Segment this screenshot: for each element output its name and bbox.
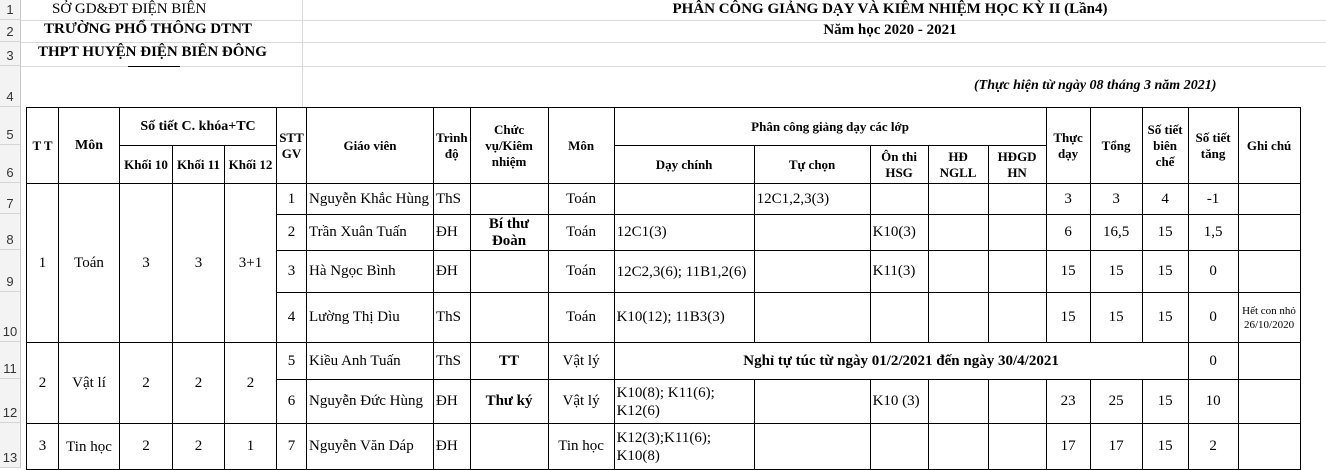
cell-ngll[interactable] bbox=[928, 424, 988, 470]
cell-stt[interactable]: 7 bbox=[277, 424, 307, 470]
school-name-line1: TRƯỜNG PHỔ THÔNG DTNT bbox=[44, 21, 252, 37]
document-title: PHÂN CÔNG GIẢNG DẠY VÀ KIÊM NHIỆM HỌC KỲ II (Lần4) bbox=[672, 1, 1108, 17]
col-mon: Môn bbox=[59, 108, 120, 184]
cell-dayc[interactable] bbox=[614, 184, 754, 215]
cell-tuchon[interactable] bbox=[754, 293, 870, 343]
cell-ghichu[interactable] bbox=[1238, 215, 1300, 251]
col-phancong: Phân công giảng dạy các lớp bbox=[614, 108, 1046, 146]
cell-onthi[interactable] bbox=[870, 424, 928, 470]
group-k11[interactable]: 2 bbox=[173, 424, 225, 470]
cell-tang[interactable]: 10 bbox=[1188, 380, 1238, 424]
group-tt[interactable]: 3 bbox=[27, 424, 59, 470]
cell-subject[interactable]: Tin học bbox=[548, 424, 614, 470]
row-header[interactable]: 2 bbox=[0, 20, 21, 42]
cell-ghichu[interactable] bbox=[1238, 343, 1300, 380]
school-year: Năm học 2020 - 2021 bbox=[823, 22, 957, 38]
cell-thucday[interactable]: 15 bbox=[1046, 293, 1090, 343]
cell-tong[interactable]: 16,5 bbox=[1090, 215, 1142, 251]
col-bienche: Số tiết biên chế bbox=[1142, 108, 1188, 184]
underline-divider bbox=[128, 66, 180, 67]
col-mon2: Môn bbox=[548, 108, 614, 184]
cell-role[interactable] bbox=[470, 424, 548, 470]
cell-tong[interactable]: 17 bbox=[1090, 424, 1142, 470]
department-name: SỞ GD&ĐT ĐIỆN BIÊN bbox=[52, 1, 207, 17]
cell-ngll[interactable] bbox=[928, 380, 988, 424]
cell-teacher[interactable]: Nguyễn Đức Hùng bbox=[307, 380, 434, 424]
cell-degree[interactable]: ThS bbox=[434, 343, 471, 380]
cell-onthi[interactable] bbox=[870, 293, 928, 343]
cell-tong[interactable]: 15 bbox=[1090, 293, 1142, 343]
cell-stt[interactable]: 6 bbox=[277, 380, 307, 424]
row-header[interactable]: 13 bbox=[0, 423, 21, 468]
row-header[interactable]: 7 bbox=[0, 183, 21, 214]
cell-bienche[interactable]: 15 bbox=[1142, 251, 1188, 293]
cell-ngll[interactable] bbox=[928, 184, 988, 215]
cell-degree[interactable]: ĐH bbox=[434, 424, 471, 470]
table-row[interactable] bbox=[27, 343, 1301, 380]
cell-hdgd[interactable] bbox=[988, 293, 1046, 343]
cell-teacher[interactable]: Lường Thị Dìu bbox=[307, 293, 434, 343]
cell-thucday[interactable]: 23 bbox=[1046, 380, 1090, 424]
cell-subject[interactable]: Vật lý bbox=[548, 380, 614, 424]
cell-thucday[interactable]: 17 bbox=[1046, 424, 1090, 470]
col-chucvu: Chức vụ/Kiêm nhiệm bbox=[470, 108, 548, 184]
cell-tuchon[interactable]: 12C1,2,3(3) bbox=[754, 184, 870, 215]
cell-ngll[interactable] bbox=[928, 251, 988, 293]
cell-thucday[interactable]: 6 bbox=[1046, 215, 1090, 251]
cell-bienche[interactable]: 15 bbox=[1142, 293, 1188, 343]
group-k11[interactable]: 3 bbox=[173, 184, 225, 343]
cell-onthi[interactable]: K11(3) bbox=[870, 251, 928, 293]
cell-stt[interactable]: 4 bbox=[277, 293, 307, 343]
cell-tuchon[interactable] bbox=[754, 380, 870, 424]
cell-tuchon[interactable] bbox=[754, 424, 870, 470]
cell-tang[interactable]: 2 bbox=[1188, 424, 1238, 470]
cell-tong[interactable]: 3 bbox=[1090, 184, 1142, 215]
cell-teacher[interactable]: Nguyễn Văn Dáp bbox=[307, 424, 434, 470]
cell-stt[interactable]: 5 bbox=[277, 343, 307, 380]
col-khoi12: Khối 12 bbox=[225, 146, 277, 184]
cell-tang[interactable]: 0 bbox=[1188, 251, 1238, 293]
cell-teacher[interactable]: Kiều Anh Tuấn bbox=[307, 343, 434, 380]
gridline bbox=[21, 42, 1326, 43]
col-trinhdo: Trình độ bbox=[434, 108, 471, 184]
row-header[interactable]: 11 bbox=[0, 342, 21, 379]
cell-teacher[interactable]: Nguyễn Khắc Hùng bbox=[307, 184, 434, 215]
col-tt: T T bbox=[27, 108, 59, 184]
row-header[interactable]: 6 bbox=[0, 145, 21, 183]
gridline bbox=[302, 0, 303, 107]
cell-stt[interactable]: 3 bbox=[277, 251, 307, 293]
cell-stt[interactable]: 1 bbox=[277, 184, 307, 215]
group-tt[interactable]: 2 bbox=[27, 343, 59, 424]
cell-teacher[interactable]: Hà Ngọc Bình bbox=[307, 251, 434, 293]
cell-thucday[interactable]: 3 bbox=[1046, 184, 1090, 215]
cell-hdgd[interactable] bbox=[988, 251, 1046, 293]
cell-onthi[interactable] bbox=[870, 184, 928, 215]
group-mon[interactable]: Tin học bbox=[59, 424, 120, 470]
cell-subject[interactable]: Vật lý bbox=[548, 343, 614, 380]
row-header[interactable]: 9 bbox=[0, 250, 21, 292]
cell-bienche[interactable]: 15 bbox=[1142, 424, 1188, 470]
cell-dayc[interactable]: K10(8); K11(6); K12(6) bbox=[614, 380, 754, 424]
assignment-table bbox=[26, 107, 1301, 470]
cell-tang[interactable]: 1,5 bbox=[1188, 215, 1238, 251]
group-mon[interactable]: Vật lí bbox=[59, 343, 120, 424]
cell-bienche[interactable]: 15 bbox=[1142, 380, 1188, 424]
cell-subject[interactable]: Toán bbox=[548, 184, 614, 215]
cell-subject[interactable]: Toán bbox=[548, 215, 614, 251]
col-dayc: Dạy chính bbox=[614, 146, 754, 184]
cell-tong[interactable]: 15 bbox=[1090, 251, 1142, 293]
group-k12[interactable]: 3+1 bbox=[225, 184, 277, 343]
col-khoi10: Khối 10 bbox=[120, 146, 173, 184]
cell-tuchon[interactable] bbox=[754, 251, 870, 293]
col-stt: STT GV bbox=[277, 108, 307, 184]
cell-dayc[interactable]: 12C2,3(6); 11B1,2(6) bbox=[614, 251, 754, 293]
row-header[interactable]: 1 bbox=[0, 0, 21, 20]
cell-ghichu[interactable] bbox=[1238, 380, 1300, 424]
group-mon[interactable]: Toán bbox=[59, 184, 120, 343]
cell-tang[interactable]: 0 bbox=[1188, 343, 1238, 380]
group-k12[interactable]: 1 bbox=[225, 424, 277, 470]
group-k10[interactable]: 2 bbox=[120, 424, 173, 470]
cell-dayc[interactable]: K12(3);K11(6); K10(8) bbox=[614, 424, 754, 470]
col-hdgd: HĐGD HN bbox=[988, 146, 1046, 184]
col-tang: Số tiết tăng bbox=[1188, 108, 1238, 184]
cell-ghichu[interactable] bbox=[1238, 251, 1300, 293]
cell-ghichu[interactable]: Hết con nhỏ 26/10/2020 bbox=[1238, 293, 1300, 343]
cell-dayc[interactable]: 12C1(3) bbox=[614, 215, 754, 251]
group-k10[interactable]: 3 bbox=[120, 184, 173, 343]
cell-role[interactable] bbox=[470, 293, 548, 343]
cell-tong[interactable]: 25 bbox=[1090, 380, 1142, 424]
cell-role[interactable] bbox=[470, 184, 548, 215]
gridline bbox=[21, 66, 1326, 67]
col-ngll: HĐ NGLL bbox=[928, 146, 988, 184]
col-tong: Tổng bbox=[1090, 108, 1142, 184]
cell-role[interactable]: Thư ký bbox=[470, 380, 548, 424]
col-giaovien: Giáo viên bbox=[307, 108, 434, 184]
row-header[interactable]: 3 bbox=[0, 42, 21, 66]
row-header[interactable]: 5 bbox=[0, 107, 21, 145]
cell-tang[interactable]: -1 bbox=[1188, 184, 1238, 215]
cell-thucday[interactable]: 15 bbox=[1046, 251, 1090, 293]
row-header[interactable]: 4 bbox=[0, 66, 21, 107]
school-name-line2: THPT HUYỆN ĐIỆN BIÊN ĐÔNG bbox=[38, 44, 267, 60]
cell-ghichu[interactable] bbox=[1238, 424, 1300, 470]
cell-stt[interactable]: 2 bbox=[277, 215, 307, 251]
cell-onthi[interactable]: K10(3) bbox=[870, 215, 928, 251]
cell-role[interactable]: TT bbox=[470, 343, 548, 380]
group-k10[interactable]: 2 bbox=[120, 343, 173, 424]
row-header[interactable]: 8 bbox=[0, 214, 21, 250]
cell-role[interactable] bbox=[470, 251, 548, 293]
col-thucday: Thực dạy bbox=[1046, 108, 1090, 184]
cell-subject[interactable]: Toán bbox=[548, 251, 614, 293]
cell-bienche[interactable]: 4 bbox=[1142, 184, 1188, 215]
table-row[interactable] bbox=[27, 184, 1301, 215]
col-tuchon: Tự chọn bbox=[754, 146, 870, 184]
cell-bienche[interactable]: 15 bbox=[1142, 215, 1188, 251]
group-k12[interactable]: 2 bbox=[225, 343, 277, 424]
group-tt[interactable]: 1 bbox=[27, 184, 59, 343]
row-header[interactable]: 10 bbox=[0, 292, 21, 342]
cell-hdgd[interactable] bbox=[988, 215, 1046, 251]
cell-hdgd[interactable] bbox=[988, 380, 1046, 424]
cell-degree[interactable]: ĐH bbox=[434, 215, 471, 251]
group-k11[interactable]: 2 bbox=[173, 343, 225, 424]
cell-hdgd[interactable] bbox=[988, 184, 1046, 215]
cell-subject[interactable]: Toán bbox=[548, 293, 614, 343]
cell-degree[interactable]: ThS bbox=[434, 184, 471, 215]
cell-degree[interactable]: ĐH bbox=[434, 251, 471, 293]
cell-ghichu[interactable] bbox=[1238, 184, 1300, 215]
cell-ngll[interactable] bbox=[928, 293, 988, 343]
col-ghichu: Ghi chú bbox=[1238, 108, 1300, 184]
row-header[interactable]: 12 bbox=[0, 379, 21, 423]
cell-hdgd[interactable] bbox=[988, 424, 1046, 470]
cell-tang[interactable]: 0 bbox=[1188, 293, 1238, 343]
cell-degree[interactable]: ĐH bbox=[434, 380, 471, 424]
effective-date: (Thực hiện từ ngày 08 tháng 3 năm 2021) bbox=[974, 78, 1217, 93]
col-sotiet: Số tiết C. khóa+TC bbox=[120, 108, 277, 146]
cell-degree[interactable]: ThS bbox=[434, 293, 471, 343]
table-row[interactable] bbox=[27, 424, 1301, 470]
cell-teacher[interactable]: Trần Xuân Tuấn bbox=[307, 215, 434, 251]
cell-dayc[interactable]: K10(12); 11B3(3) bbox=[614, 293, 754, 343]
cell-onthi[interactable]: K10 (3) bbox=[870, 380, 928, 424]
cell-tuchon[interactable] bbox=[754, 215, 870, 251]
col-onthi: Ôn thi HSG bbox=[870, 146, 928, 184]
cell-leave-note[interactable]: Nghỉ tự túc từ ngày 01/2/2021 đến ngày 30/4/2021 bbox=[614, 343, 1188, 380]
cell-role[interactable]: Bí thư Đoàn bbox=[470, 215, 548, 251]
cell-ngll[interactable] bbox=[928, 215, 988, 251]
col-khoi11: Khối 11 bbox=[173, 146, 225, 184]
